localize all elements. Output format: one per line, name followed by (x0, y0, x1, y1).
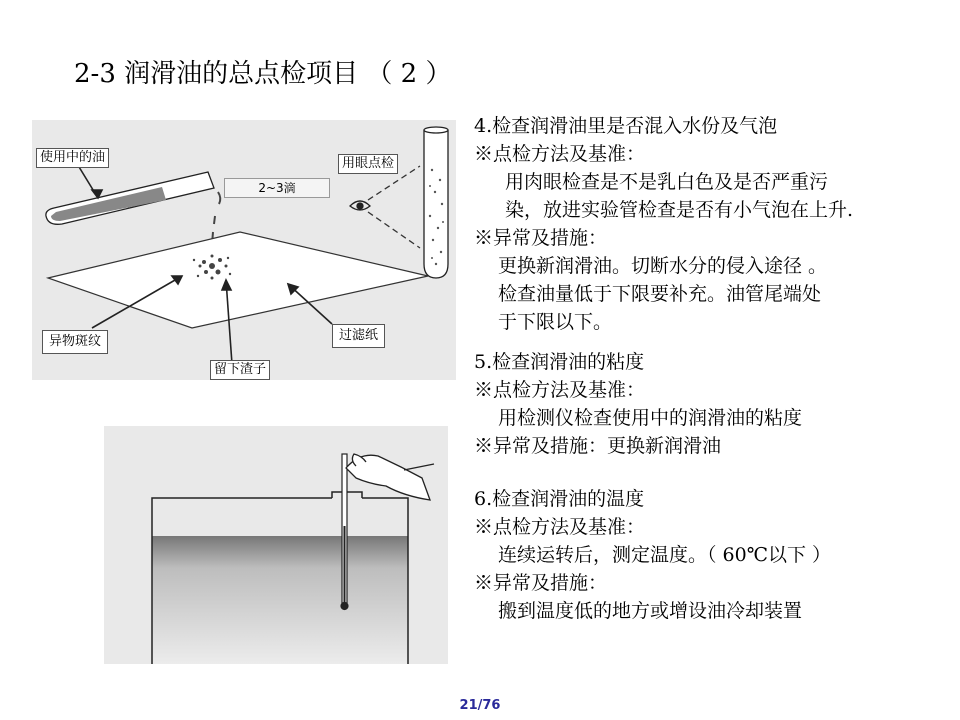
section-4-action-line: 更换新润滑油。切断水分的侵入途径 。 (498, 255, 828, 277)
oil-temperature-illustration (104, 426, 448, 664)
inspection-text (474, 112, 944, 625)
visual-check-label: 用眼点检 (338, 154, 398, 174)
residue-label: 留下渣子 (210, 360, 270, 380)
page-title: 2-3 润滑油的总点检项目 （ 2 ） (74, 59, 452, 89)
sample-tube (46, 172, 214, 224)
drops-label: 2~3滴 (224, 178, 330, 198)
section-4-heading: 4.检查润滑油里是否混入水份及气泡 (474, 115, 778, 137)
filter-paper-label: 过滤纸 (332, 324, 385, 348)
section-4-action-line: 于下限以下。 (498, 311, 613, 333)
eye-symbol (350, 201, 370, 210)
section-4-method-label: ※点检方法及基准： (474, 143, 646, 165)
thermometer-tank-drawing (104, 426, 448, 664)
section-4-action-line: 检查油量低于下限要补充。油管尾端处 (498, 283, 822, 305)
section-4-method-line: 染，放进实验管检查是否有小气泡在上升. (505, 199, 854, 221)
hand (346, 454, 434, 500)
section-5-method-label: ※点检方法及基准： (474, 379, 646, 401)
section-6-method-line: 连续运转后，测定温度。（ 60℃以下 ） (498, 544, 832, 566)
section-5-action-line: ※异常及措施：更换新润滑油 (474, 435, 722, 457)
bubble-test-tube (424, 127, 448, 278)
section-6-action-line: 搬到温度低的地方或增设油冷却装置 (498, 600, 803, 622)
foreign-spots-label: 异物斑纹 (42, 330, 108, 354)
sight-lines (368, 166, 420, 248)
oil-drop-test-illustration (32, 120, 456, 380)
oil-in-use-label: 使用中的油 (36, 148, 109, 168)
section-5-method-line: 用检测仪检查使用中的润滑油的粘度 (498, 407, 803, 429)
thermometer (341, 454, 348, 610)
page-number: 21/76 (459, 698, 501, 713)
section-6-action-label: ※异常及措施： (474, 572, 608, 594)
section-5-heading: 5.检查润滑油的粘度 (474, 351, 645, 373)
section-4-method-line: 用肉眼检查是不是乳白色及是否严重污 (505, 171, 829, 193)
filter-paper-sheet (48, 232, 428, 328)
oil-level (152, 536, 408, 664)
section-6-heading: 6.检查润滑油的温度 (474, 488, 645, 510)
section-6-method-label: ※点检方法及基准： (474, 516, 646, 538)
section-4-action-label: ※异常及措施： (474, 227, 608, 249)
